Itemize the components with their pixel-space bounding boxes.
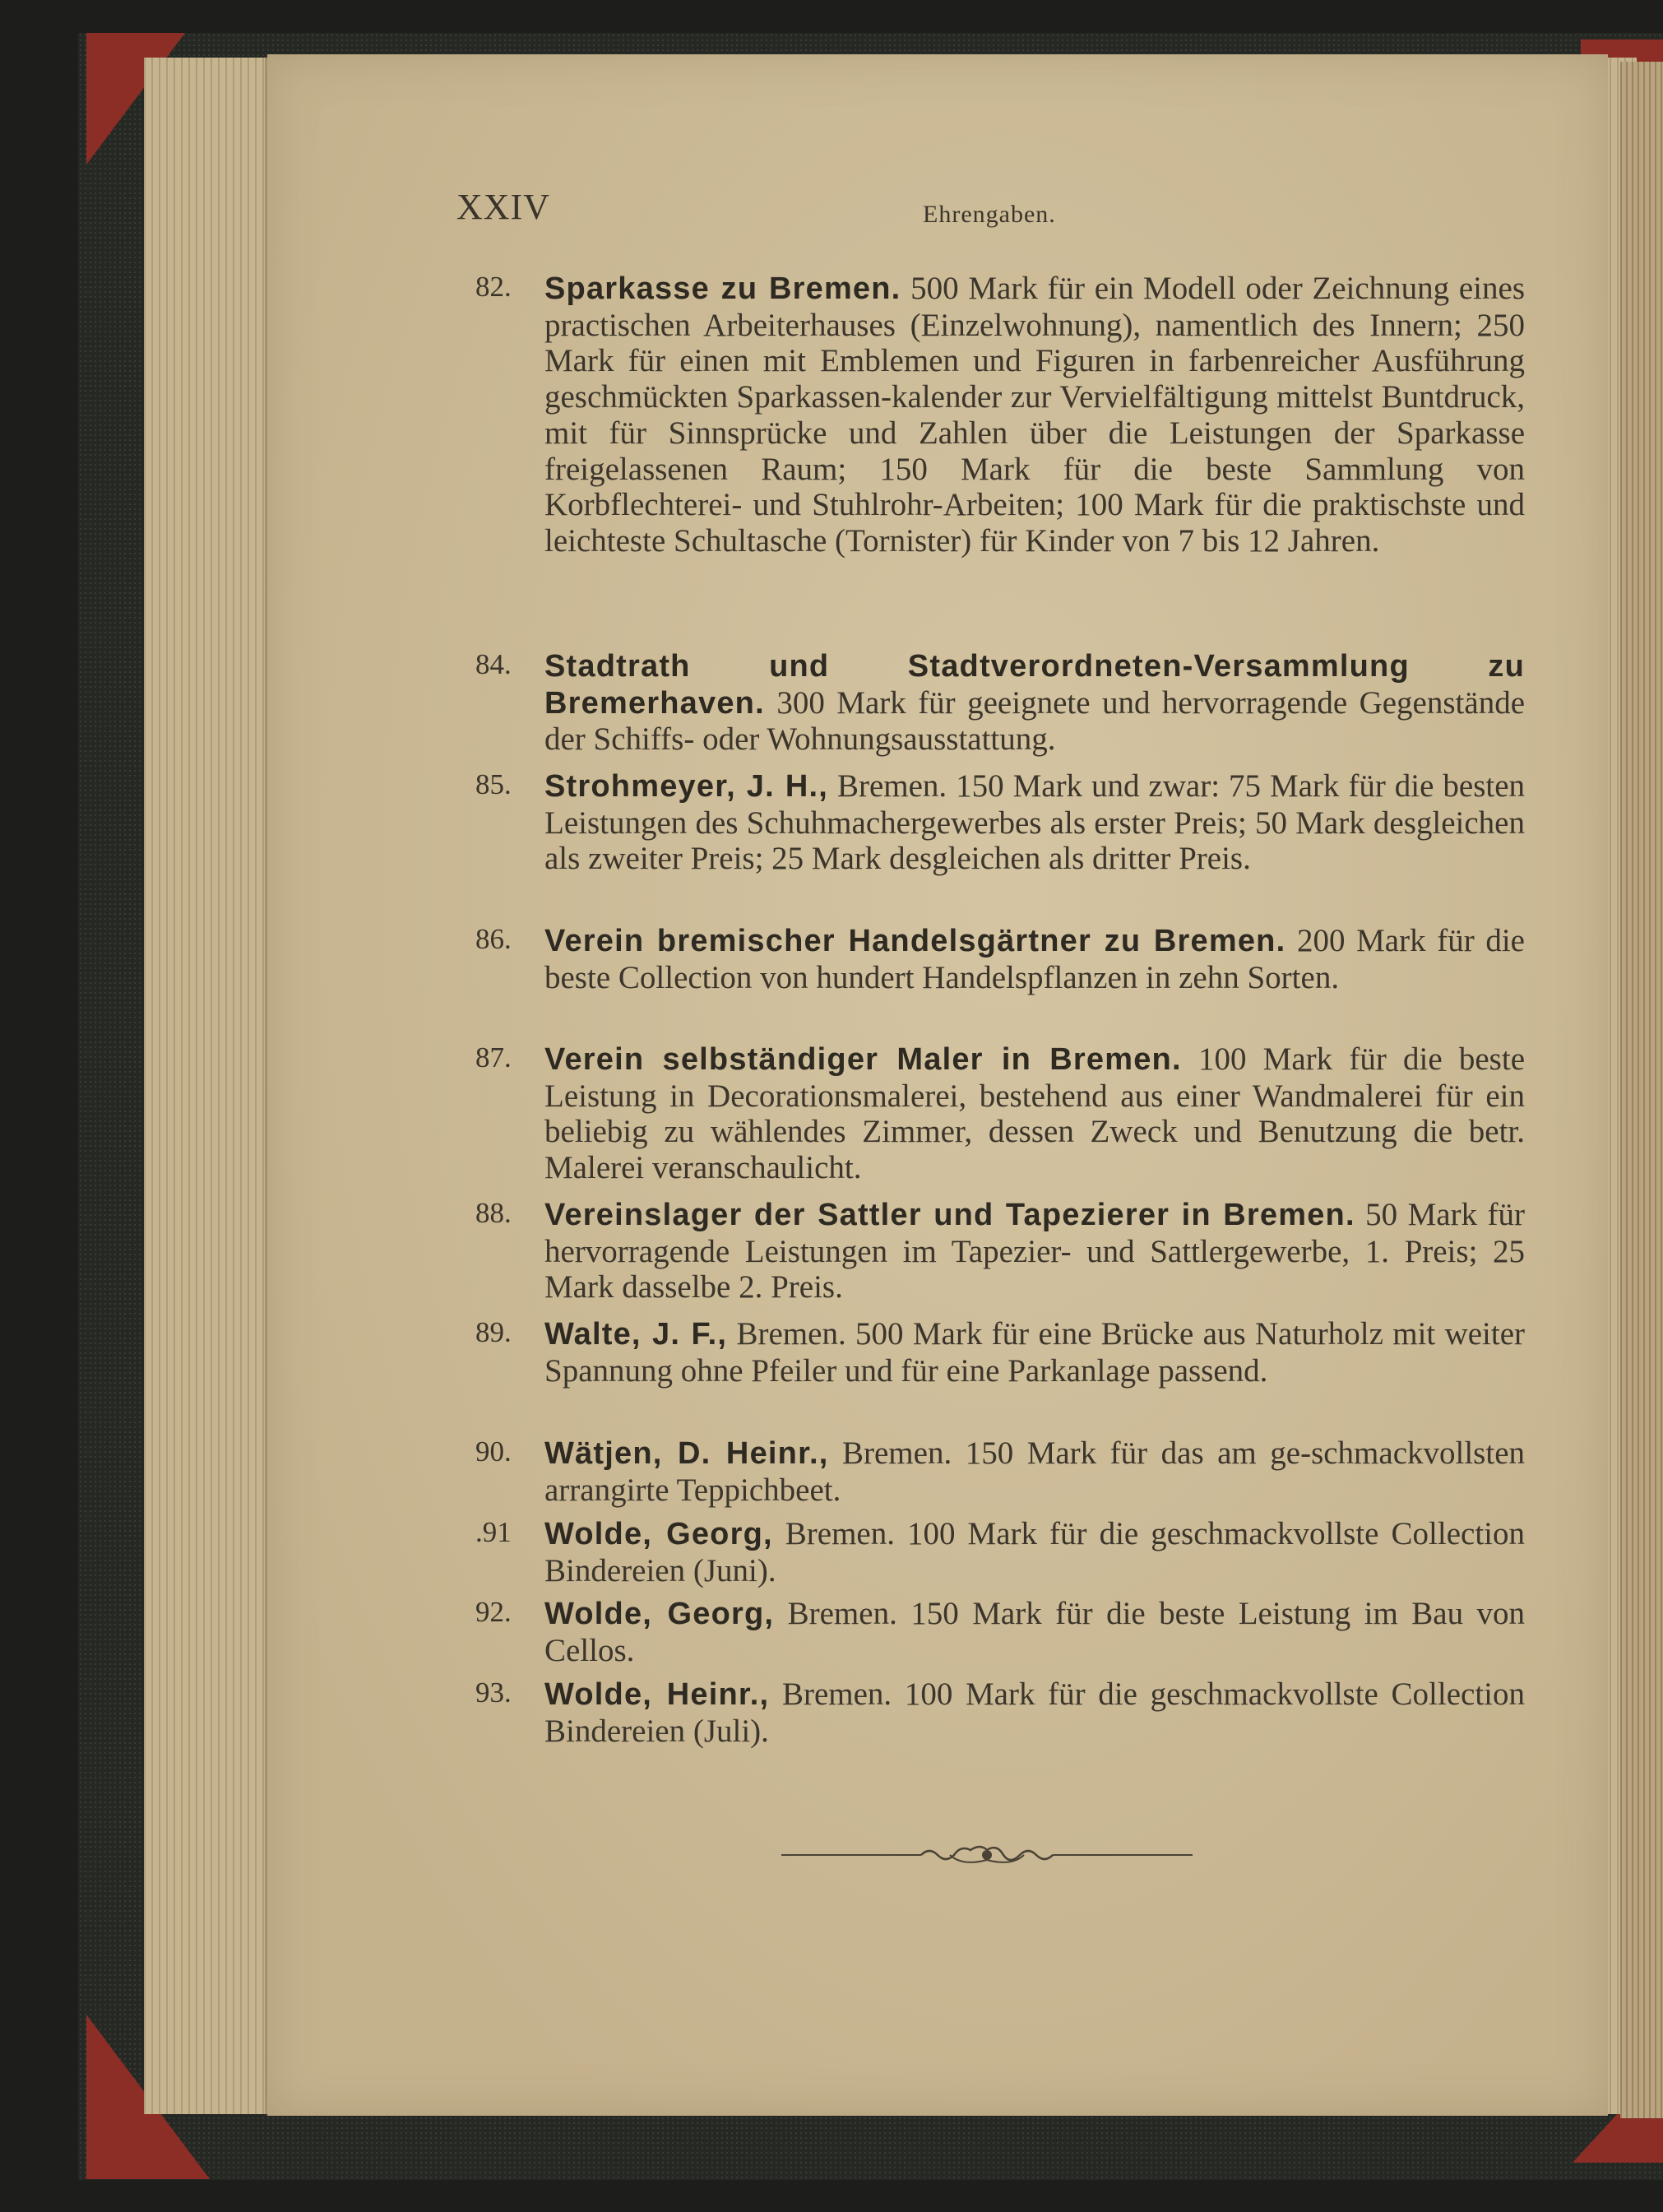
entry-body	[544, 768, 1525, 877]
entry-place: Bremen.	[841, 1435, 952, 1471]
entry-number: 89.	[475, 1316, 512, 1348]
entry-name: Walte, J. F.,	[544, 1317, 728, 1352]
entry-body	[544, 1676, 1525, 1749]
entry-number: 85.	[475, 768, 512, 800]
running-head	[0, 186, 1663, 235]
entry-place: Bremen.	[736, 1316, 846, 1352]
entry-place: Bremen.	[836, 768, 947, 804]
entry-name: Stadtrath und Stadtverordneten-Versammlung zu Bremerhaven.	[544, 649, 1525, 721]
entry-name: Wolde, Georg,	[544, 1517, 773, 1551]
entry-number: 87.	[475, 1041, 512, 1074]
book-spine-edge	[1620, 62, 1663, 2118]
entry-number: 82.	[475, 271, 512, 303]
entry-body	[544, 648, 1525, 758]
entry-text: 50 Mark für hervorragende Leistungen im Tapezier- und Sattlergewerbe, 1. Preis; 25 Mark dasselbe 2. Preis.	[544, 1197, 1526, 1305]
entry-text: 100 Mark für die geschmackvollste Collection Bindereien (Juni).	[544, 1516, 1525, 1588]
entry-text: 150 Mark für die beste Leistung im Bau von Cellos.	[544, 1596, 1526, 1668]
entry-body	[544, 1316, 1525, 1389]
entry-text: 500 Mark für eine Brücke aus Naturholz mit weiter Spannung ohne Pfeiler und für eine Parkanlage passend.	[544, 1316, 1526, 1389]
entry-body	[544, 1516, 1525, 1588]
entry-name: Verein bremischer Handelsgärtner zu Bremen.	[544, 924, 1286, 958]
entry-number: 92.	[475, 1596, 512, 1628]
entry-name: Wätjen, D. Heinr.,	[544, 1436, 829, 1471]
entry-body	[544, 1197, 1525, 1305]
entry-body	[544, 923, 1525, 995]
entry-place: Bremen.	[781, 1676, 892, 1712]
entry-name: Wolde, Heinr.,	[544, 1677, 770, 1712]
entry-text: 200 Mark für die beste Collection von hundert Handelspflanzen in zehn Sorten.	[544, 923, 1525, 995]
entry-place: Bremen.	[787, 1596, 897, 1631]
entry-place: Bremen.	[785, 1516, 895, 1551]
entry-name: Vereinslager der Sattler und Tapezierer in Bremen.	[544, 1198, 1355, 1232]
entry-name: Verein selbständiger Maler in Bremen.	[544, 1042, 1182, 1077]
entry-text: 150 Mark und zwar: 75 Mark für die besten Leistungen des Schuhmachergewerbes als erster Preis; 50 Mark desgleichen als zweiter Preis; 25 Mark desgleichen als dritter Preis.	[544, 768, 1526, 877]
entry-name: Sparkasse zu Bremen.	[544, 271, 901, 306]
entry-name: Strohmeyer, J. H.,	[544, 769, 829, 804]
entry-number: .91	[475, 1516, 512, 1548]
entry-body	[544, 271, 1525, 559]
entry-number: 90.	[475, 1435, 512, 1468]
entry-body	[544, 1435, 1525, 1508]
entry-text: 100 Mark für die geschmackvollste Collection Bindereien (Juli).	[544, 1676, 1525, 1749]
entry-text: 300 Mark für geeignete und hervorragende Gegenstände der Schiffs- oder Wohnungsausstattung.	[544, 684, 1525, 758]
entry-number: 93.	[475, 1676, 512, 1709]
entry-text: 150 Mark für das am ge-schmackvollsten arrangirte Teppichbeet.	[544, 1435, 1526, 1508]
entry-number: 88.	[475, 1197, 512, 1229]
end-ornament	[781, 1839, 1193, 1871]
entry-number: 86.	[475, 923, 512, 955]
entry-name: Wolde, Georg,	[544, 1597, 775, 1631]
entry-number: 84.	[475, 648, 512, 680]
entry-text: 500 Mark für ein Modell oder Zeichnung eines practischen Arbeiterhauses (Einzelwohnung), namentlich des Innern; 250 Mark für einen mit Emblemen und Figuren in farbenreicher Ausführung geschmückten Sparkassen-kalender zur Vervielfältigung mittelst Buntdruck, mit für Sinnsprücke und Zahlen über die Leistungen der Sparkasse freigelassenen Raum; 150 Mark für die beste Sammlung von Korbflechterei- und Stuhlrohr-Arbeiten; 100 Mark für die praktischste und leichteste Schultasche (Tornister) für Kinder von 7 bis 12 Jahren.	[544, 271, 1526, 559]
entry-body	[544, 1041, 1525, 1186]
page-number: XXIV	[456, 187, 550, 227]
entry-text: 100 Mark für die beste Leistung in Decorationsmalerei, bestehend aus einer Wandmalerei für ein beliebig zu wählendes Zimmer, dessen Zweck und Benutzung die betr. Malerei veranschaulicht.	[544, 1041, 1526, 1186]
entry-body	[544, 1596, 1525, 1668]
running-title: Ehrengaben.	[923, 201, 1056, 228]
